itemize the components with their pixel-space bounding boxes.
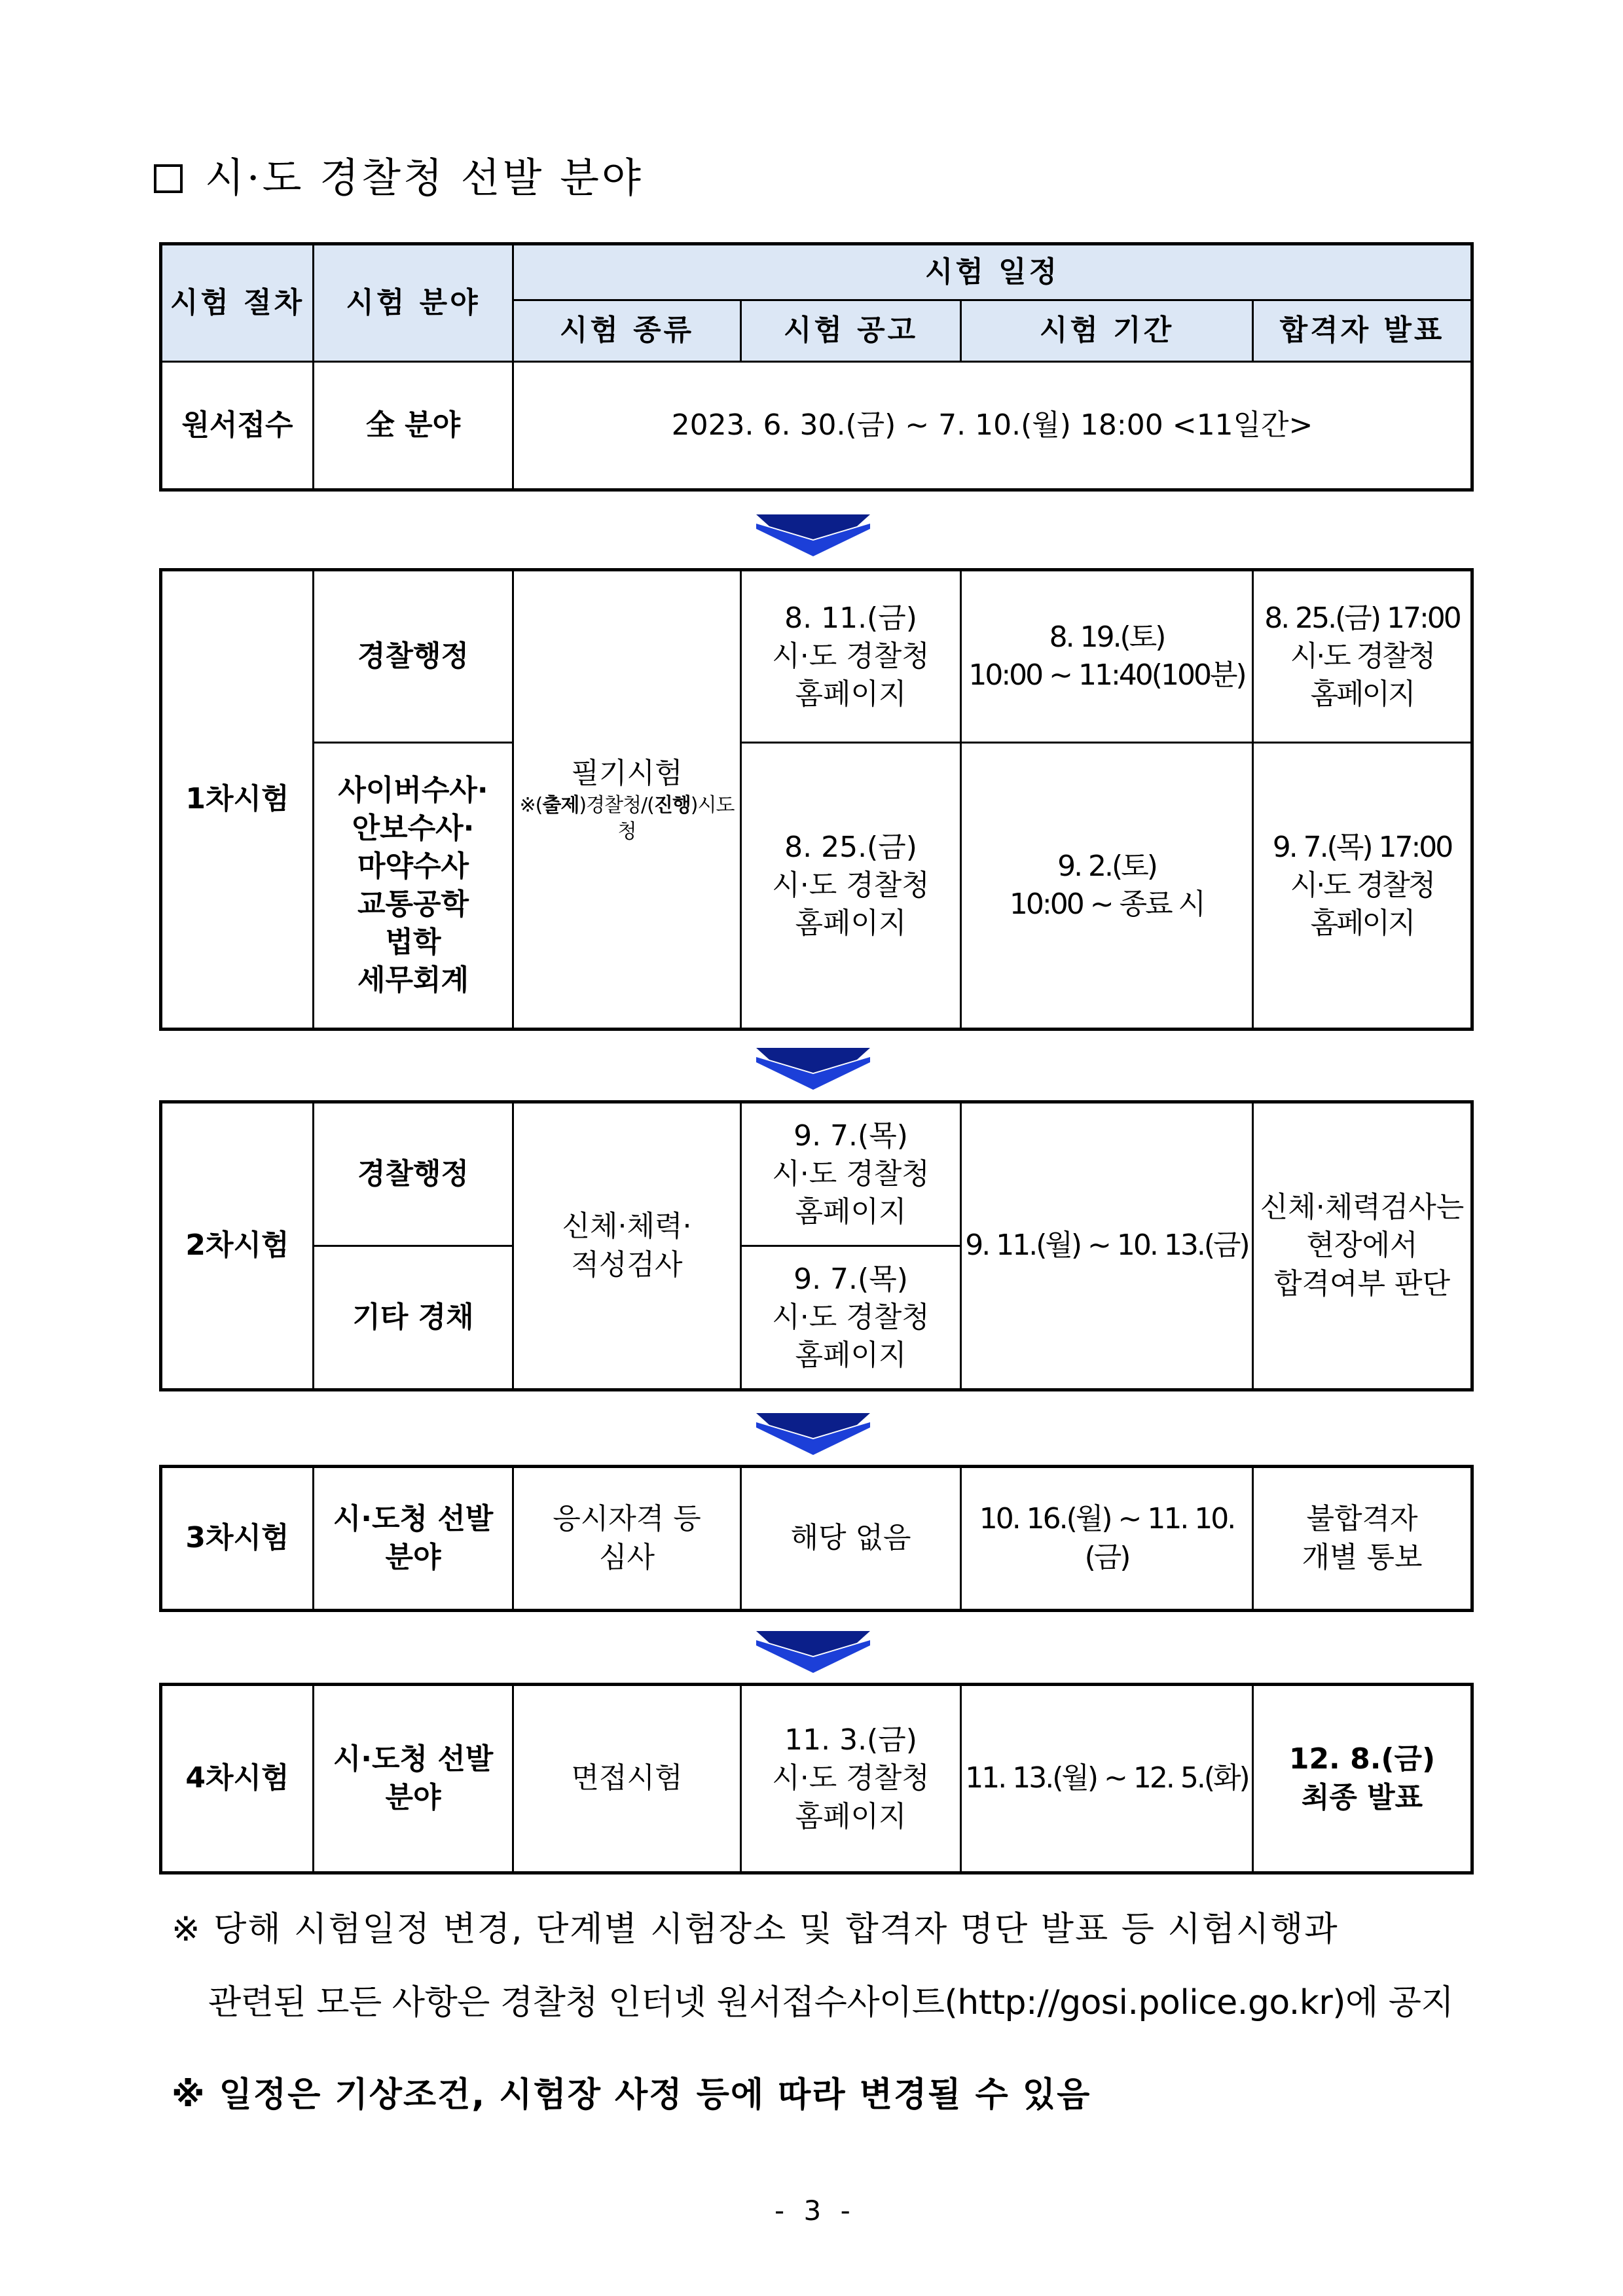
- down-arrow-icon: [756, 514, 870, 556]
- stage1-result-2: 9. 7.(목) 17:00 시·도 경찰청 홈페이지: [1253, 743, 1472, 1030]
- stage3-notice: 해당 없음: [741, 1467, 961, 1611]
- stage1-field-police-admin: 경찰행정: [314, 570, 513, 743]
- section-heading: [154, 145, 644, 204]
- col-type-header: 시험 종류: [513, 300, 741, 362]
- stage1-period-2: 9. 2.(토) 10:00 ~ 종료 시: [961, 743, 1253, 1030]
- col-procedure-header: 시험 절차: [161, 244, 314, 362]
- stage2-table: [159, 1100, 1474, 1391]
- stage1-period-1: 8. 19.(토) 10:00 ~ 11:40(100분): [961, 570, 1253, 743]
- stage4-table: [159, 1683, 1474, 1874]
- stage1-label: 1차시험: [161, 570, 314, 1030]
- stage2-notice-1: 9. 7.(목) 시·도 경찰청 홈페이지: [741, 1102, 961, 1246]
- stage4-result: 12. 8.(금) 최종 발표: [1253, 1685, 1472, 1873]
- col-period-header: 시험 기간: [961, 300, 1253, 362]
- stage4-notice: 11. 3.(금) 시·도 경찰청 홈페이지: [741, 1685, 961, 1873]
- stage1-table: [159, 568, 1474, 1031]
- stage1-exam-type-title: 필기시험: [571, 756, 683, 790]
- stage2-field-other: 기타 경채: [314, 1246, 513, 1390]
- stage4-period: 11. 13.(월) ~ 12. 5.(화): [961, 1685, 1253, 1873]
- application-field: 全 분야: [314, 362, 513, 490]
- col-result-header: 합격자 발표: [1253, 300, 1472, 362]
- stage2-label: 2차시험: [161, 1102, 314, 1390]
- stage2-field-police-admin: 경찰행정: [314, 1102, 513, 1246]
- down-arrow-icon: [756, 1048, 870, 1090]
- stage3-field: 시·도청 선발 분야: [314, 1467, 513, 1611]
- col-field-header: 시험 분야: [314, 244, 513, 362]
- application-period: 2023. 6. 30.(금) ~ 7. 10.(월) 18:00 <11일간>: [513, 362, 1472, 490]
- stage1-result-1: 8. 25.(금) 17:00 시·도 경찰청 홈페이지: [1253, 570, 1472, 743]
- note-2: ※ 일정은 기상조건, 시험장 사정 등에 따라 변경될 수 있음: [172, 2075, 1091, 2115]
- stage4-field: 시·도청 선발 분야: [314, 1685, 513, 1873]
- stage2-result: 신체·체력검사는 현장에서 합격여부 판단: [1253, 1102, 1472, 1390]
- stage3-table: [159, 1465, 1474, 1612]
- stage4-exam-type: 면접시험: [513, 1685, 741, 1873]
- checkbox-square-icon: [154, 164, 183, 193]
- down-arrow-icon: [756, 1631, 870, 1673]
- stage2-notice-2: 9. 7.(목) 시·도 경찰청 홈페이지: [741, 1246, 961, 1390]
- col-schedule-group-header: 시험 일정: [513, 244, 1472, 300]
- schedule-header-table: [159, 242, 1474, 492]
- stage1-exam-type-note: ※(출제)경찰청/(진행)시도청: [519, 793, 735, 843]
- stage1-field-special: 사이버수사· 안보수사· 마약수사 교통공학 법학 세무회계: [314, 743, 513, 1030]
- stage2-exam-type: 신체·체력· 적성검사: [513, 1102, 741, 1390]
- stage2-period: 9. 11.(월) ~ 10. 13.(금): [961, 1102, 1253, 1390]
- page-number: - 3 -: [775, 2195, 856, 2227]
- stage1-notice-2: 8. 25.(금) 시·도 경찰청 홈페이지: [741, 743, 961, 1030]
- section-title: 시·도 경찰청 선발 분야: [205, 154, 644, 202]
- note-1-line-2: 관련된 모든 사항은 경찰청 인터넷 원서접수사이트(http://gosi.police.go.kr)에 공지: [208, 1983, 1454, 2022]
- down-arrow-icon: [756, 1413, 870, 1455]
- col-notice-header: 시험 공고: [741, 300, 961, 362]
- application-label: 원서접수: [161, 362, 314, 490]
- stage3-period: 10. 16.(월) ~ 11. 10.(금): [961, 1467, 1253, 1611]
- stage1-notice-1: 8. 11.(금) 시·도 경찰청 홈페이지: [741, 570, 961, 743]
- stage1-exam-type: [513, 570, 741, 1030]
- stage4-label: 4차시험: [161, 1685, 314, 1873]
- stage3-exam-type: 응시자격 등 심사: [513, 1467, 741, 1611]
- stage3-result: 불합격자 개별 통보: [1253, 1467, 1472, 1611]
- note-1-line-1: ※ 당해 시험일정 변경, 단계별 시험장소 및 합격자 명단 발표 등 시험시행과: [172, 1910, 1339, 1949]
- stage3-label: 3차시험: [161, 1467, 314, 1611]
